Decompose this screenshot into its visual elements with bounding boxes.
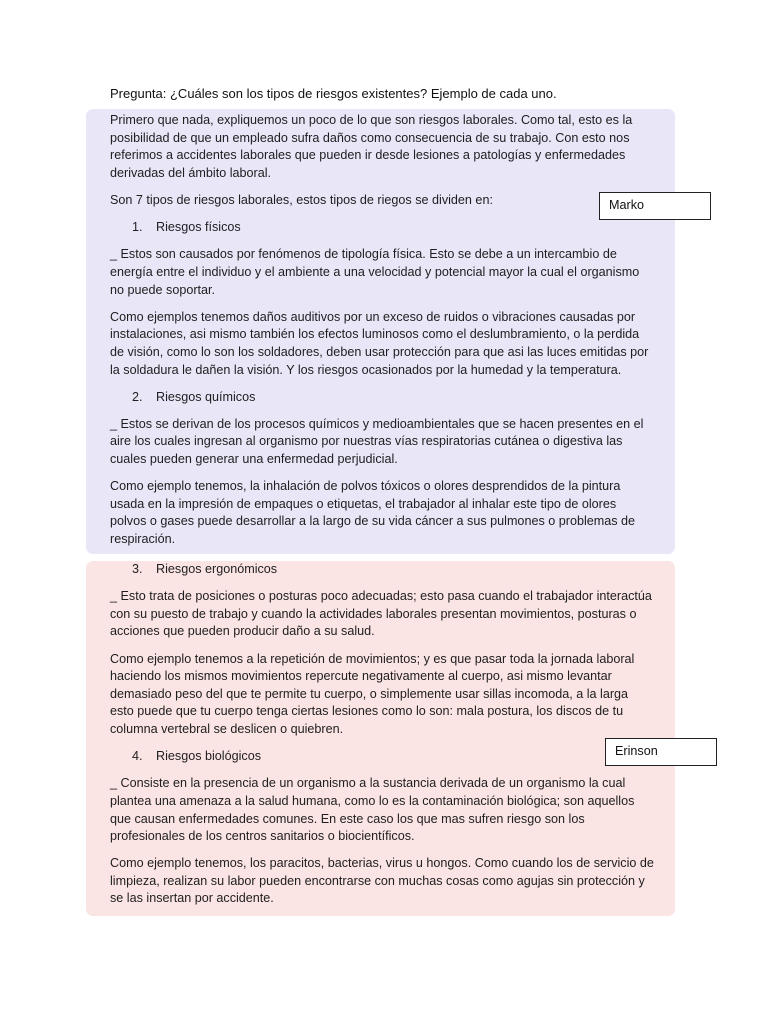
heading-riesgos-ergonomicos — [132, 561, 655, 579]
section-2-text — [110, 561, 655, 918]
heading-label: Riesgos ergonómicos — [156, 562, 278, 576]
quimicos-description: _ Estos se derivan de los procesos químicos y medioambientales que se hacen presentes en el aire los cuales ingresan al organismo por nuestras vías respiratorias cutánea o digestiva las cuales pueden generar una enfermedad perjudicial. — [110, 416, 644, 467]
ergonomicos-example: Como ejemplo tenemos a la repetición de movimientos; y es que pasar toda la jornada laboral haciendo los mismos movimientos repercute negativamente al cuerpo, asi mismo levantar demasiado peso del que te permite tu cuerpo, o simplemente usar sillas incomoda, a la larga esto puede que tu cuerpo tenga ciertas lesiones como lo son: mala postura, los discos de tu columna vertebral se deslicen o quiebren. — [110, 651, 635, 736]
heading-riesgos-fisicos — [132, 219, 655, 237]
heading-riesgos-biologicos — [132, 748, 655, 766]
types-intro-paragraph: Son 7 tipos de riesgos laborales, estos tipos de riegos se dividen en: — [110, 192, 493, 207]
ergonomicos-description: _ Esto trata de posiciones o posturas poco adecuadas; esto pasa cuando el trabajador interactúa con su puesto de trabajo y cuando la actividades laborales presentan movimientos, posturas o acciones que pueden producir daño a su salud. — [110, 589, 652, 639]
heading-riesgos-quimicos — [132, 389, 655, 407]
quimicos-example: Como ejemplo tenemos, la inhalación de polvos tóxicos o olores desprendidos de la pintura usada en la impresión de empaques o etiquetas, el trabajador al inhalar este tipo de olores polvos o gases puede desarrollar a la largo de su vida cáncer a sus pulmones o problemas de respiración. — [110, 479, 636, 547]
biologicos-example: Como ejemplo tenemos, los paracitos, bacterias, virus u hongos. Como cuando los de servicio de limpieza, realizan su labor pueden encontrarse con muchas cosas como agujas sin protección y se las insertan por accidente. — [110, 856, 654, 906]
heading-label: Riesgos químicos — [156, 389, 256, 404]
heading-label: Riesgos biológicos — [156, 749, 262, 764]
author-tag-erinson: Erinson — [605, 738, 717, 766]
heading-label: Riesgos físicos — [156, 220, 241, 235]
heading-number: 1. — [132, 220, 143, 235]
fisicos-description: _ Estos son causados por fenómenos de tipología física. Esto se debe a un intercambio de energía entre el individuo y el ambiente a una velocidad y potencial mayor la cual el organismo no puede soportar. — [110, 247, 640, 297]
heading-number: 3. — [132, 562, 143, 576]
section-1-text — [110, 112, 655, 558]
question-line: Pregunta: ¿Cuáles son los tipos de riesgos existentes? Ejemplo de cada uno. — [110, 86, 557, 101]
biologicos-description: _ Consiste en la presencia de un organismo a la sustancia derivada de un organismo la cual plantea una amenaza a la salud humana, como lo es la contaminación biológica; son aquellos que causan enfermedades comunes. En este caso los que mas sufren riesgo son los profesionales de los centros sanitarios o biocientíficos. — [110, 776, 635, 844]
intro-paragraph: Primero que nada, expliquemos un poco de lo que son riesgos laborales. Como tal, esto es la posibilidad de que un empleado sufra daños como consecuencia de su trabajo. Con esto nos referimos a accidentes laborales que pueden ir desde lesiones a patologías y enfermedades derivadas del ámbito laboral. — [110, 113, 633, 180]
heading-number: 4. — [132, 749, 143, 764]
author-tag-marko: Marko — [599, 192, 711, 220]
heading-number: 2. — [132, 389, 143, 404]
fisicos-example: Como ejemplos tenemos daños auditivos por un exceso de ruidos o vibraciones causadas por instalaciones, asi mismo también los efectos luminosos como el deslumbramiento, o la perdida de visión, como lo son los soldadores, deben usar protección para que asi las luces emitidas por la soldadura le dañen la visión. Y los riesgos ocasionados por la humedad y la temperatura. — [110, 309, 649, 377]
